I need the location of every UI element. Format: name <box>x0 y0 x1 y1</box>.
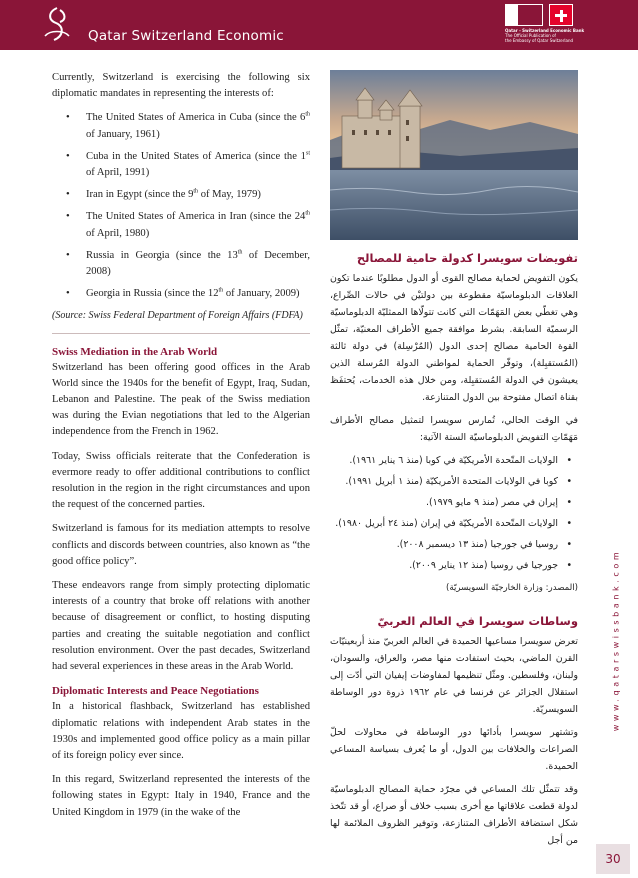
arabic-paragraph: في الوقت الحالي، تُمارس سويسرا لتمثيل مصالح الأطراف مَهَمّاتِ التفويض الدبلوماسيّة الستة الآتية: <box>330 415 578 443</box>
bank-caption <box>505 28 595 43</box>
list-item: • كوبا في الولايات المتحدة الأمريكيّة (منذ ١ أبريل ١٩٩١). <box>330 473 578 490</box>
arabic-paragraph: تعرض سويسرا مساعيها الحميدة في العالم العربيّ منذ أربعينيّات القرن الماضي، بحيث استفادت منها مصر، والعراق، والسودان، ولبنان، وفلسطين. ومثّل تنظيمها لمفاوضات إيفيان التي أدّت إلى استقلال الجزائر عن فرنسا في عام ١٩٦٢ ذروة دور الوساطة السويسريّة. <box>330 636 578 715</box>
paragraph: Today, Swiss officials reiterate that the Confederation is evermore ready to offer additional contributions to conflict resolution in the region in the right circumstances and upon the request of the concerned parties. <box>52 450 310 511</box>
list-item: • The United States of America in Cuba (since the 6th of January, 1961) <box>52 110 310 142</box>
section-divider <box>52 333 310 334</box>
section-heading-mediation: Swiss Mediation in the Arab World <box>52 345 218 358</box>
arabic-mandates-list <box>330 452 578 574</box>
logo-icon <box>40 6 74 44</box>
arabic-heading-mandates: تفويضات سويسرا كدولة حامية للمصالح <box>356 251 578 265</box>
arabic-column <box>330 248 578 855</box>
bank-sub2: the Embassy of Qatar Switzerland <box>505 38 574 43</box>
list-item: • روسيا في جورجيا (منذ ١٣ ديسمبر ٢٠٠٨). <box>330 536 578 553</box>
page-number: 30 <box>596 844 630 874</box>
list-item: • The United States of America in Iran (since the 24th of April, 1980) <box>52 209 310 241</box>
arabic-heading-mediation: وساطات سويسرا في العالم العربيّ <box>377 614 578 628</box>
list-item: • الولايات المتّحدة الأمريكيّة في كوبا (منذ ٦ يناير ١٩٦١). <box>330 452 578 469</box>
paragraph: Switzerland has been offering good offices in the Arab World since the 1940s for the benefit of Egypt, Iraq, Sudan, Lebanon and Palestine. The peak of the Swiss mediation was during the Evian negotiations that led to the Algerian independence from the French in 1962. <box>52 361 310 438</box>
english-column <box>52 70 310 829</box>
list-item: • الولايات المتّحدة الأمريكيّة في إيران (منذ ٢٤ أبريل ١٩٨٠). <box>330 515 578 532</box>
header-title: Qatar Switzerland Economic <box>88 28 284 44</box>
castle-lake-photo <box>330 70 578 240</box>
qatar-flag-icon <box>505 4 543 26</box>
list-item: • إيران في مصر (منذ ٩ مايو ١٩٧٩). <box>330 494 578 511</box>
list-item: • Iran in Egypt (since the 9th of May, 1979) <box>52 187 310 203</box>
arabic-paragraph: وتشتهر سويسرا بأدائها دور الوساطة في محاولات لحلّ الصراعات والخلافات بين الدول، أو ما يُعرف بسياسة المساعي الحميدة. <box>330 727 578 772</box>
bank-name: Qatar - Switzerland Economic Bank <box>505 28 585 33</box>
swiss-flag-icon <box>549 4 573 26</box>
list-item: • جورجيا في روسيا (منذ ١٢ يناير ٢٠٠٩). <box>330 557 578 574</box>
arabic-paragraph: يكون التفويض لحماية مصالح القوى أو الدول مطلوبًا عندما تكون العلاقات الدبلوماسيّة مقطوعة بين دولتيْن في حالات الصِّراع، وهي تغطّي بعض المَهَمّات التي كانت تتولّاها الممثليّة الدبلوماسيّة الرسميّة السابقة. بشرط موافقة جميع الأطراف المعنيّة، تمثّل القوة الحامية مصالح إحدى الدول (المُرْسِلة) في دولة ثالثة (المُستقبِلة)، وتوفّر الحماية لمواطني الدولة المُرسلة الذين يعيشون في الدولة المُستقبِلة، ومن خلال هذه الخدمات، يُحتفَظ بقناة اتصال مفتوحة بين الدول المتنازعة. <box>330 273 578 403</box>
arabic-source-note: (المصدر: وزارة الخارجيّة السويسريّة) <box>446 583 578 593</box>
bank-sub1: The Official Publication of <box>505 33 556 38</box>
paragraph: These endeavors range from simply protecting diplomatic interests of a country that broke off relations with another because of disagreement or conflict, to hosting disputing parties and creating the suitable negotiation and conflict resolution environment. Over the past decades, Switzerland had several experiences in these areas in the Arab World. <box>52 580 310 673</box>
paragraph: In this regard, Switzerland represented the interests of the following states in Egypt: Italy in 1940, France and the United Kingdom in 1979 (in the wake of the <box>52 774 310 818</box>
list-item: • Russia in Georgia (since the 13th of December, 2008) <box>52 248 310 280</box>
website-url: www.qatarswissbank.com <box>611 548 621 732</box>
page-header <box>0 0 638 50</box>
paragraph: In a historical flashback, Switzerland has established diplomatic relations with independent Arab states in the 1930s and implemented good office policy as a main pillar of its foreign policy ever since. <box>52 701 310 761</box>
paragraph: Switzerland is famous for its mediation attempts to resolve conflicts and discords between countries, also known as “the good office policy”. <box>52 523 310 567</box>
intro-paragraph: Currently, Switzerland is exercising the following six diplomatic mandates in representing the interests of: <box>52 72 310 100</box>
list-item: • Cuba in the United States of America (since the 1st of April, 1991) <box>52 149 310 181</box>
section-heading-diplomatic: Diplomatic Interests and Peace Negotiations <box>52 685 259 698</box>
mandates-list <box>52 110 310 302</box>
list-item: • Georgia in Russia (since the 12th of January, 2009) <box>52 286 310 302</box>
arabic-paragraph: وقد تتمثّل تلك المساعي في مجرّد حماية المصالح الدبلوماسيّة لدولة قطعت علاقاتها مع أخرى بسبب خلاف أو صراع، أو قد تتّخذ شكل استضافة الأطراف المتنازعة، وتوفير الظروف الملائمة لها من أجل <box>330 784 578 846</box>
source-note: (Source: Swiss Federal Department of Foreign Affairs (FDFA) <box>52 310 303 322</box>
